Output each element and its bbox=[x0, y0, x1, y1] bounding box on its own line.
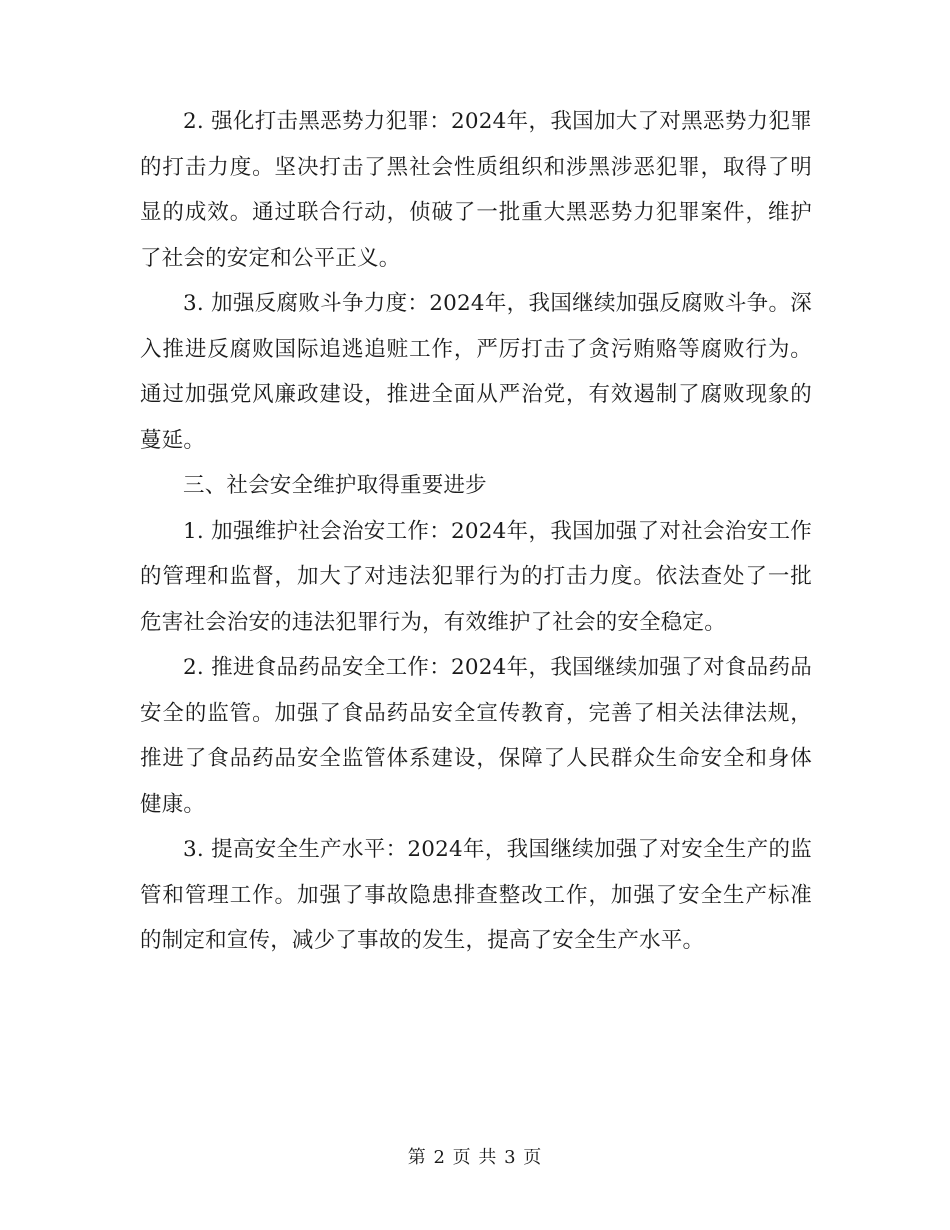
page-number-footer: 第 2 页 共 3 页 bbox=[407, 1147, 543, 1168]
paragraph-anti-corruption: 3. 加强反腐败斗争力度：2024年，我国继续加强反腐败斗争。深入推进反腐败国际追逃追赃工作，严厉打击了贪污贿赂等腐败行为。通过加强党风廉政建设，推进全面从严治党，有效遏制了腐败现象的蔓延。 bbox=[140, 291, 812, 453]
paragraph-food-drug-safety: 2. 推进食品药品安全工作：2024年，我国继续加强了对食品药品安全的监管。加强了食品药品安全宣传教育，完善了相关法律法规，推进了食品药品安全监管体系建设，保障了人民群众生命安全和身体健康。 bbox=[140, 655, 812, 817]
paragraph-production-safety: 3. 提高安全生产水平：2024年，我国继续加强了对安全生产的监管和管理工作。加强了事故隐患排查整改工作，加强了安全生产标准的制定和宣传，减少了事故的发生，提高了安全生产水平。 bbox=[140, 837, 812, 953]
document-body bbox=[140, 99, 812, 964]
section-heading-social-security: 三、社会安全维护取得重要进步 bbox=[183, 473, 487, 498]
paragraph-crackdown-gangs: 2. 强化打击黑恶势力犯罪：2024年，我国加大了对黑恶势力犯罪的打击力度。坚决打击了黑社会性质组织和涉黑涉恶犯罪，取得了明显的成效。通过联合行动，侦破了一批重大黑恶势力犯罪案件，维护了社会的安定和公平正义。 bbox=[140, 109, 812, 271]
paragraph-public-order: 1. 加强维护社会治安工作：2024年，我国加强了对社会治安工作的管理和监督，加大了对违法犯罪行为的打击力度。依法查处了一批危害社会治安的违法犯罪行为，有效维护了社会的安全稳定。 bbox=[140, 518, 812, 635]
